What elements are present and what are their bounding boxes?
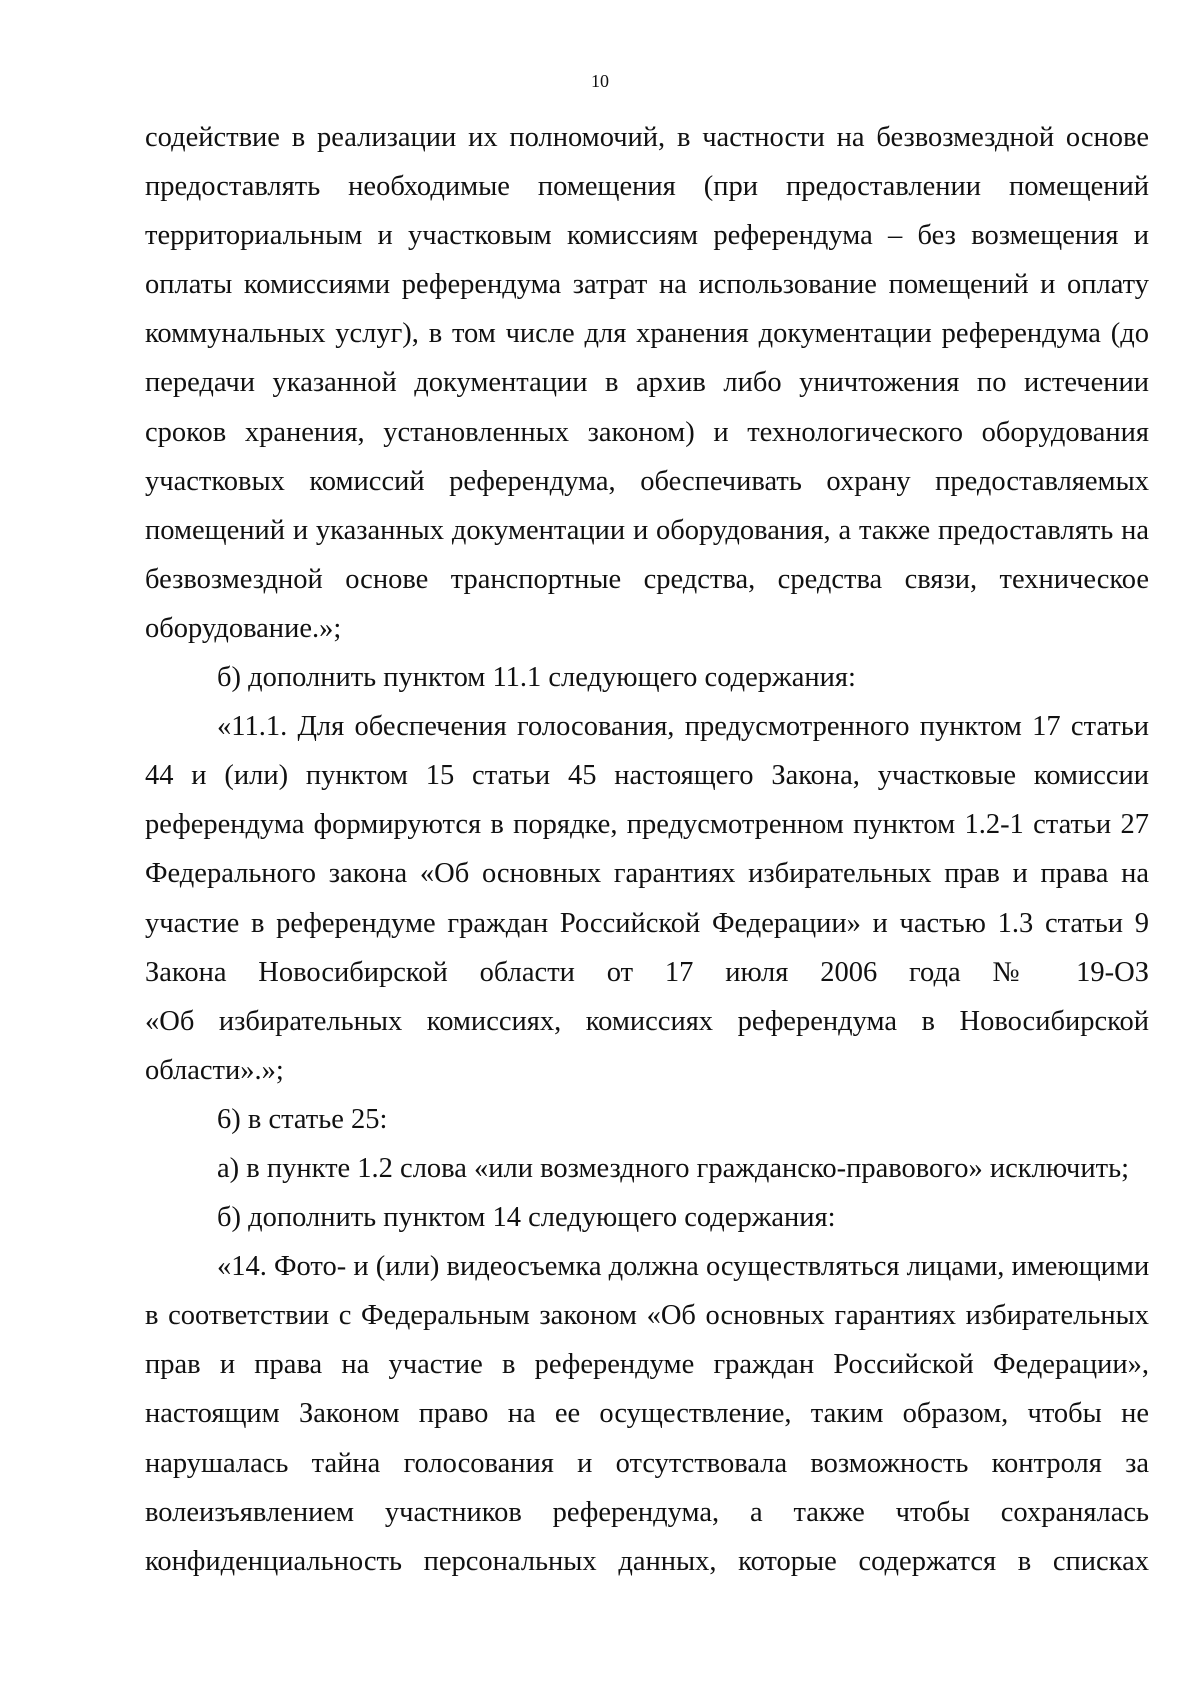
text-line: Федерального закона «Об основных гарантиях избирательных прав и права на bbox=[145, 858, 1149, 890]
text-line: референдума формируются в порядке, предусмотренном пунктом 1.2-1 статьи 27 bbox=[145, 809, 1149, 841]
text-line: помещений и указанных документации и оборудования, а также предоставлять на bbox=[145, 514, 1149, 546]
text-line: 6) в статье 25: bbox=[217, 1103, 388, 1135]
text-line: 44 и (или) пунктом 15 статьи 45 настоящего Закона, участковые комиссии bbox=[145, 760, 1149, 792]
text-line: «14. Фото- и (или) видеосъемка должна осуществляться лицами, имеющими bbox=[217, 1251, 1149, 1283]
text-line: в соответствии с Федеральным законом «Об основных гарантиях избирательных bbox=[145, 1300, 1149, 1332]
text-line: нарушалась тайна голосования и отсутствовала возможность контроля за bbox=[145, 1447, 1149, 1479]
page-number: 10 bbox=[591, 71, 609, 91]
text-line: б) дополнить пунктом 11.1 следующего содержания: bbox=[217, 662, 856, 694]
text-line: прав и права на участие в референдуме граждан Российской Федерации», bbox=[145, 1349, 1149, 1381]
text-line: «Об избирательных комиссиях, комиссиях референдума в Новосибирской bbox=[145, 1005, 1149, 1037]
text-line: участковых комиссий референдума, обеспечивать охрану предоставляемых bbox=[145, 465, 1149, 497]
text-line: оплаты комиссиями референдума затрат на использование помещений и оплату bbox=[145, 269, 1149, 301]
text-line: оборудование.»; bbox=[145, 612, 342, 644]
text-line: предоставлять необходимые помещения (при предоставлении помещений bbox=[145, 171, 1149, 203]
text-line: территориальным и участковым комиссиям референдума – без возмещения и bbox=[145, 220, 1149, 252]
text-line: б) дополнить пунктом 14 следующего содержания: bbox=[217, 1202, 836, 1234]
text-line: а) в пункте 1.2 слова «или возмездного гражданско-правового» исключить; bbox=[217, 1152, 1130, 1184]
text-line: «11.1. Для обеспечения голосования, предусмотренного пунктом 17 статьи bbox=[217, 711, 1149, 743]
text-line: передачи указанной документации в архив либо уничтожения по истечении bbox=[145, 367, 1149, 399]
text-line: конфиденциальность персональных данных, которые содержатся в списках bbox=[145, 1545, 1149, 1577]
text-line: области».»; bbox=[145, 1054, 284, 1086]
text-line: настоящим Законом право на ее осуществление, таким образом, чтобы не bbox=[145, 1398, 1149, 1430]
text-line: волеизъявлением участников референдума, а также чтобы сохранялась bbox=[145, 1496, 1149, 1528]
text-line: безвозмездной основе транспортные средства, средства связи, техническое bbox=[145, 563, 1149, 595]
text-line: коммунальных услуг), в том числе для хранения документации референдума (до bbox=[145, 318, 1149, 350]
text-line: Закона Новосибирской области от 17 июля 2006 года № 19-ОЗ bbox=[145, 956, 1149, 988]
text-line: участие в референдуме граждан Российской Федерации» и частью 1.3 статьи 9 bbox=[145, 907, 1149, 939]
text-line: содействие в реализации их полномочий, в частности на безвозмездной основе bbox=[145, 122, 1149, 153]
document-body-text bbox=[145, 113, 1149, 1586]
text-line: сроков хранения, установленных законом) и технологического оборудования bbox=[145, 416, 1149, 448]
